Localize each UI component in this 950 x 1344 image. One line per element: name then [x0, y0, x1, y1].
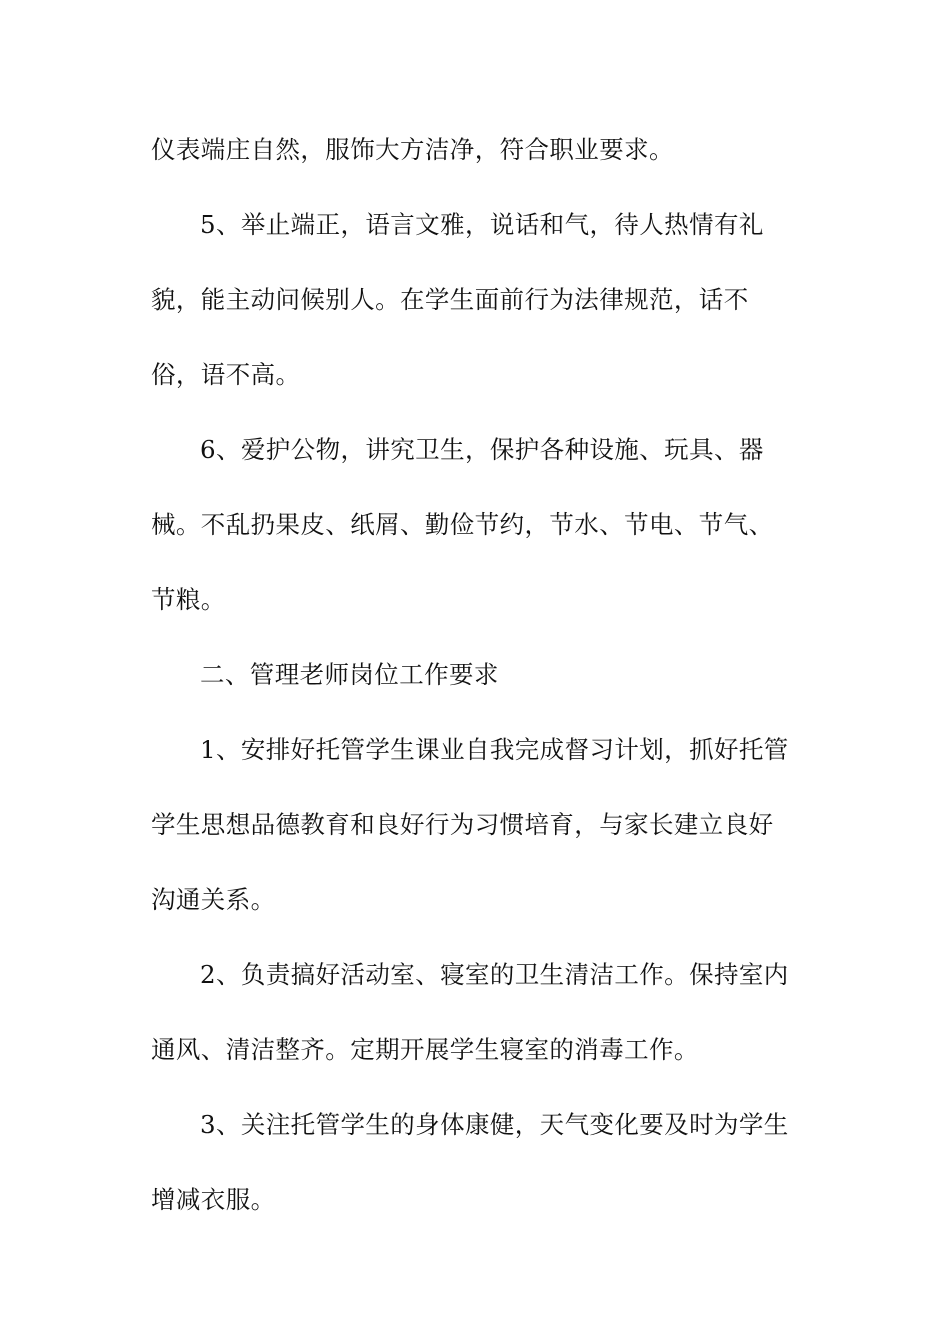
paragraph-1-line-2: 学生思想品德教育和良好行为习惯培育，与家长建立良好 — [151, 810, 774, 839]
paragraph-6-line-3: 节粮。 — [151, 585, 226, 614]
paragraph-5-line-1: 5、举止端正，语言文雅，说话和气，待人热情有礼 — [200, 210, 764, 239]
paragraph-1-line-1: 1、安排好托管学生课业自我完成督习计划，抓好托管 — [200, 735, 789, 764]
paragraph-3-line-1: 3、关注托管学生的身体康健，天气变化要及时为学生 — [200, 1110, 789, 1139]
paragraph-3-line-2: 增减衣服。 — [151, 1185, 276, 1214]
section-heading: 二、管理老师岗位工作要求 — [200, 660, 499, 689]
text-line: 仪表端庄自然，服饰大方洁净，符合职业要求。 — [151, 135, 674, 164]
paragraph-2-line-2: 通风、清洁整齐。定期开展学生寝室的消毒工作。 — [151, 1035, 699, 1064]
paragraph-6-line-2: 械。不乱扔果皮、纸屑、勤俭节约，节水、节电、节气、 — [151, 510, 774, 539]
paragraph-5-line-2: 貌，能主动问候别人。在学生面前行为法律规范，话不 — [151, 285, 749, 314]
paragraph-6-line-1: 6、爱护公物，讲究卫生，保护各种设施、玩具、器 — [200, 435, 764, 464]
paragraph-1-line-3: 沟通关系。 — [151, 885, 276, 914]
paragraph-5-line-3: 俗，语不高。 — [151, 360, 301, 389]
paragraph-2-line-1: 2、负责搞好活动室、寝室的卫生清洁工作。保持室内 — [200, 960, 789, 989]
